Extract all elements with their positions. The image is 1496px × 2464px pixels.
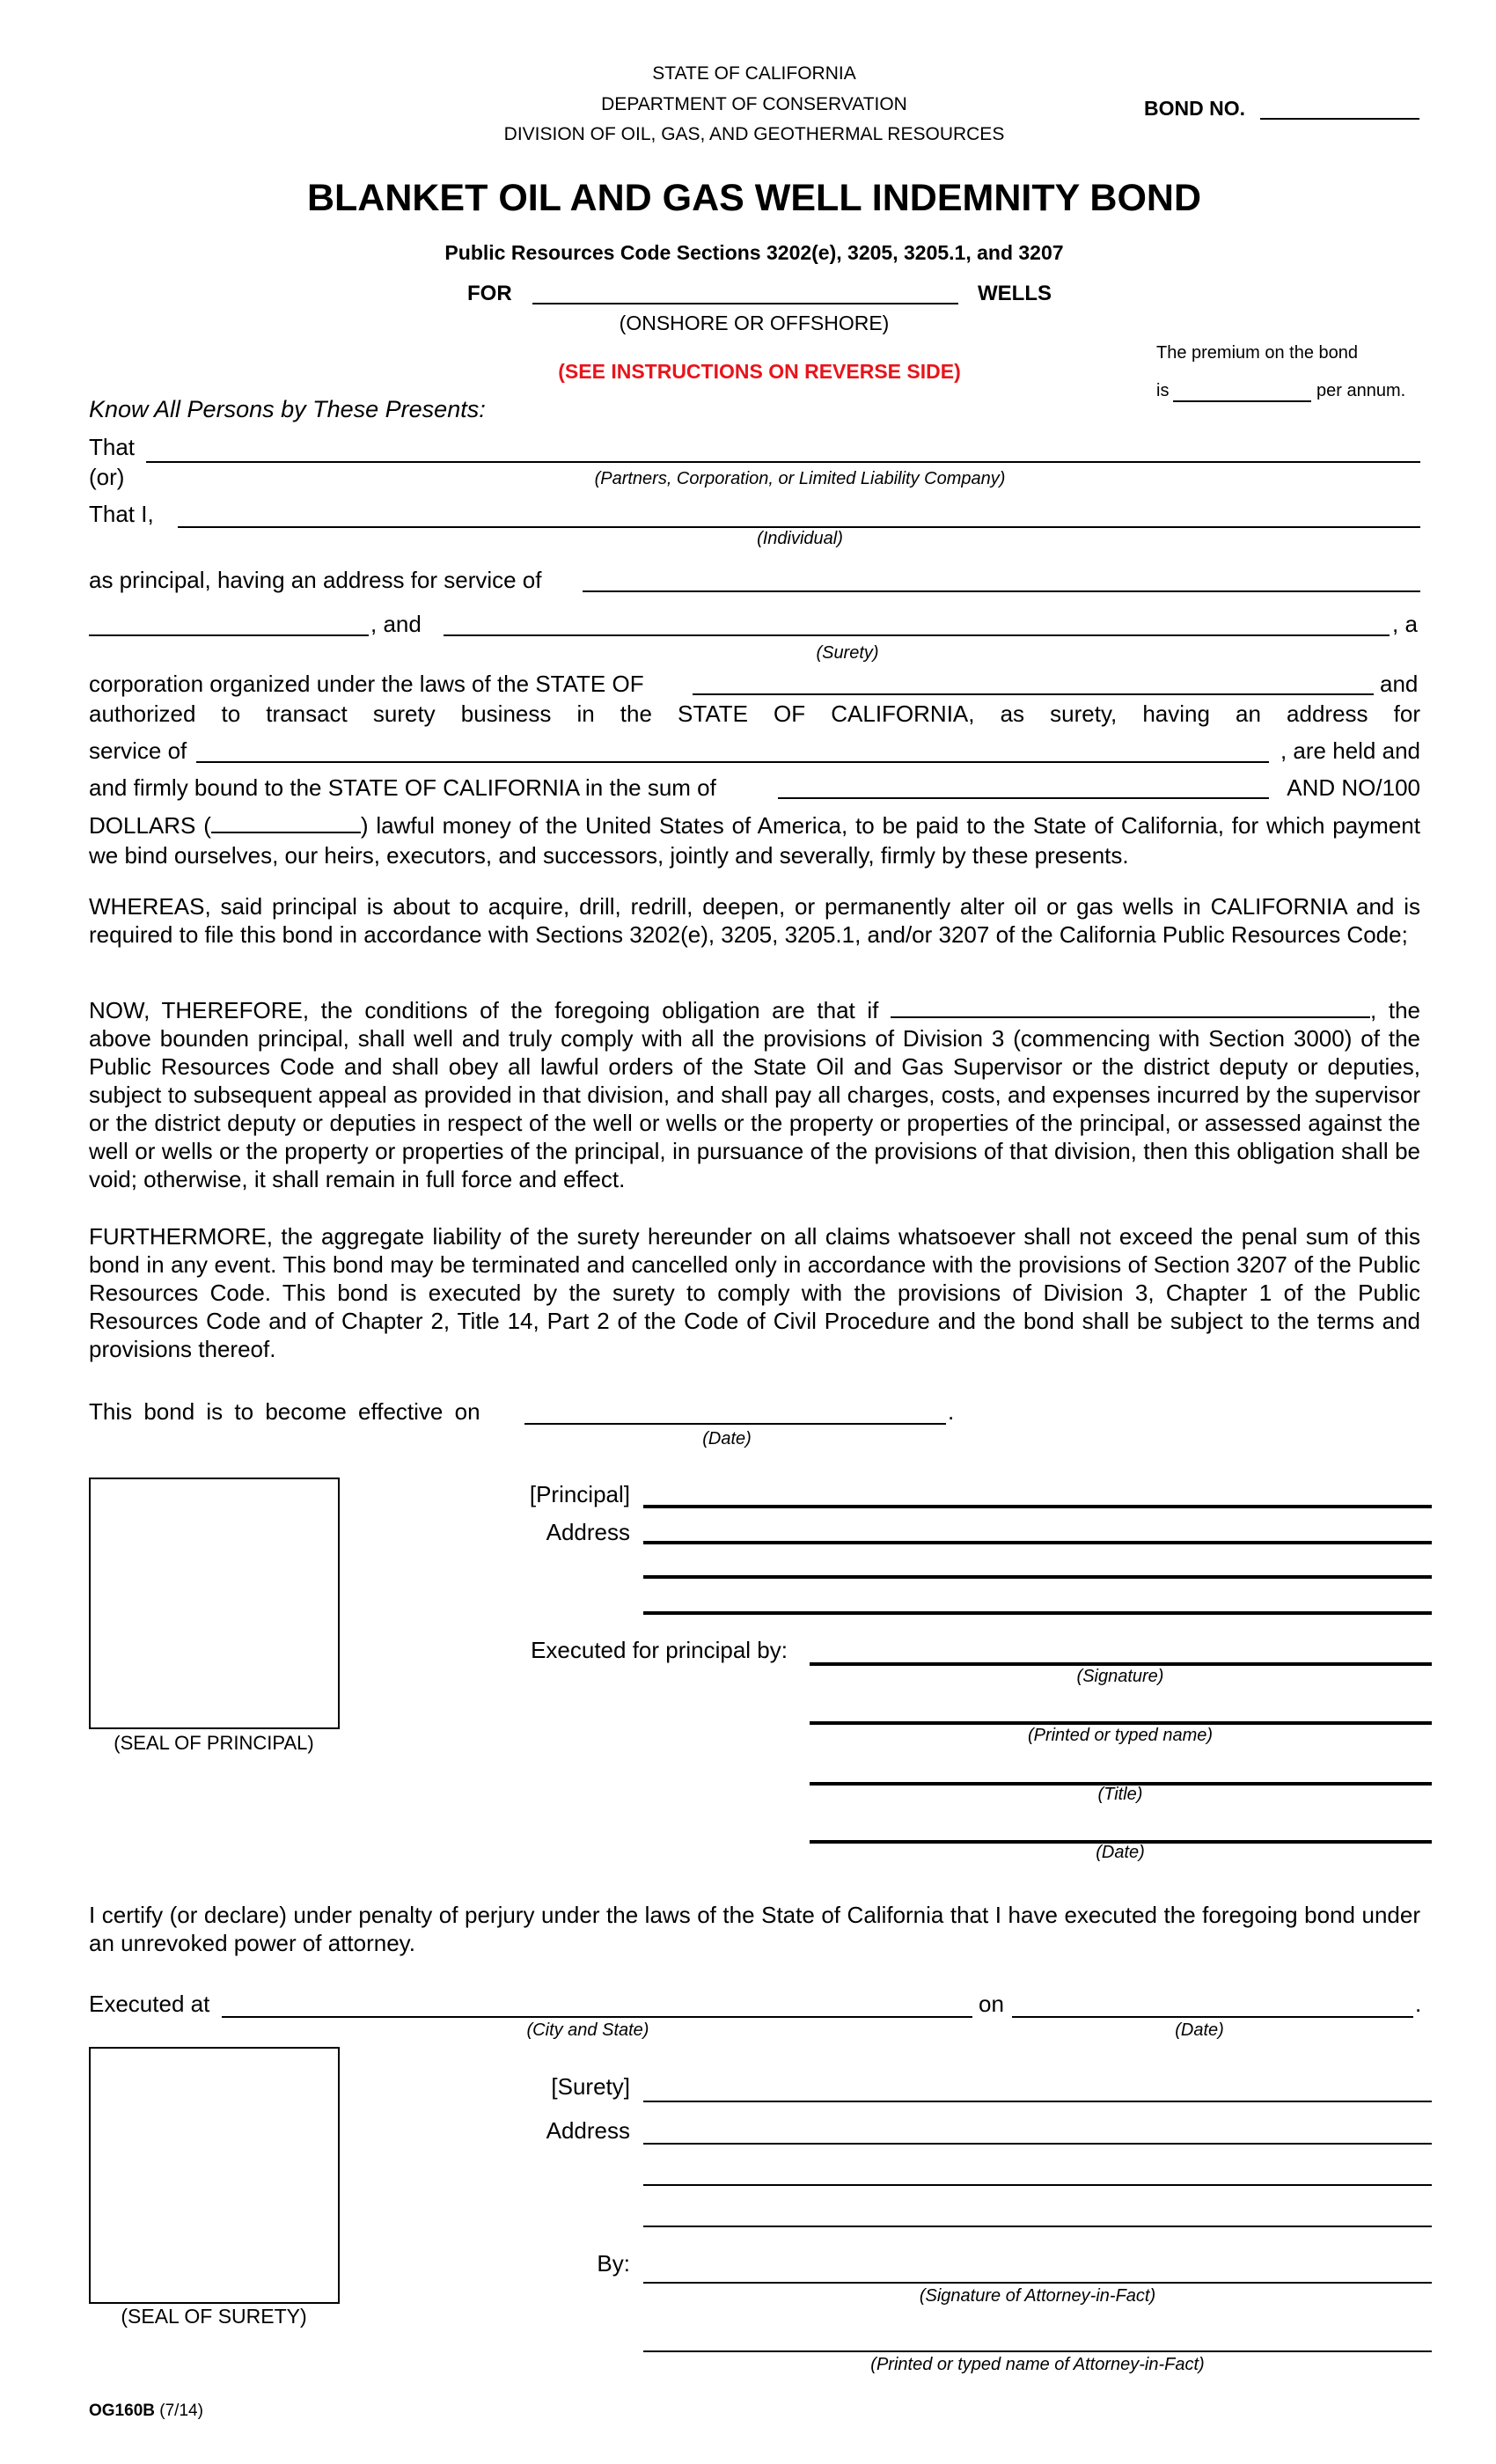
form-revision: (7/14) xyxy=(159,2402,203,2420)
authorized-text: authorized to transact surety business in the STATE OF CALIFORNIA, as surety, having an address for xyxy=(89,700,1420,727)
on-label: on xyxy=(979,1991,1004,2017)
city-state-caption: (City and State) xyxy=(526,2020,649,2040)
principal-seal-caption: (SEAL OF PRINCIPAL) xyxy=(114,1732,314,1754)
held-and-text: , are held and xyxy=(1280,737,1420,764)
principal-address-label: Address xyxy=(546,1519,630,1545)
and-no-100-text: AND NO/100 xyxy=(1287,774,1420,801)
surety-name-field[interactable] xyxy=(444,634,1390,636)
form-subtitle: Public Resources Code Sections 3202(e), 3205, 3205.1, and 3207 xyxy=(444,241,1064,264)
printed-name-caption: (Printed or typed name) xyxy=(1027,1726,1214,1745)
or-label: (or) xyxy=(89,464,125,490)
agency-department: DEPARTMENT OF CONSERVATION xyxy=(601,94,907,114)
principal-date-caption: (Date) xyxy=(1096,1843,1145,1862)
attorney-signature-field[interactable] xyxy=(643,2282,1432,2284)
form-id xyxy=(89,2398,203,2424)
surety-caption: (Surety) xyxy=(816,643,879,663)
principal-address-field-2[interactable] xyxy=(89,634,369,636)
surety-seal-box xyxy=(89,2047,340,2304)
surety-address-label: Address xyxy=(546,2117,630,2144)
sum-figures-field[interactable] xyxy=(211,812,361,833)
principal-name-field[interactable] xyxy=(643,1505,1432,1508)
individual-caption: (Individual) xyxy=(757,529,843,548)
bond-no-label: BOND NO. xyxy=(1144,97,1245,120)
principal-address-line-2[interactable] xyxy=(643,1575,1432,1579)
that-i-label: That I, xyxy=(89,501,154,527)
form-number: OG160B xyxy=(89,2402,155,2420)
onshore-caption: (ONSHORE OR OFFSHORE) xyxy=(619,312,890,334)
service-of-text: service of xyxy=(89,737,187,764)
effective-period: . xyxy=(948,1398,955,1425)
surety-address-line-3[interactable] xyxy=(643,2226,1432,2227)
bond-no-field[interactable] xyxy=(1260,118,1419,120)
surety-name-sign-field[interactable] xyxy=(643,2101,1432,2102)
whereas-paragraph: WHEREAS, said principal is about to acquire, drill, redrill, deepen, or permanently alter oil or gas wells in CALIFORNIA and is required to file this bond in accordance with Sections 3202(e), 3205, 3205.1, and/or 3207 of the California Public Resources Code; xyxy=(89,893,1420,948)
executed-at-field[interactable] xyxy=(222,2016,972,2018)
agency-division: DIVISION OF OIL, GAS, AND GEOTHERMAL RESOURCES xyxy=(503,124,1005,144)
corporation-text: corporation organized under the laws of the STATE OF xyxy=(89,671,644,697)
dollars-paragraph xyxy=(89,810,1420,870)
dollars-rest: ) lawful money of the United States of America, to be paid to the State of California, for which payment we bind ourselves, our heirs, executors, and successors, jointly and severally, firmly by these presents. xyxy=(89,812,1420,869)
principal-seal-box xyxy=(89,1478,340,1729)
signature-caption: (Signature) xyxy=(1076,1667,1164,1686)
form-title: BLANKET OIL AND GAS WELL INDEMNITY BOND xyxy=(306,177,1202,219)
principal-address-line-1[interactable] xyxy=(643,1541,1432,1544)
sum-words-field[interactable] xyxy=(778,797,1269,799)
surety-seal-caption: (SEAL OF SURETY) xyxy=(121,2305,307,2328)
now-rest: , the above bounden principal, shall well and truly comply with all the provisions of Division 3 (commencing with Section 3000) of the Public Resources Code and shall obey all lawful orders of the State Oil and Gas Supervisor or the district deputy or deputies, subject to subsequent appeal as provided in that division, and shall pay all charges, costs, and expenses incurred by the supervisor or the district deputy or deputies in respect of the well or wells or the property or properties of the principal, or assessed against the well or wells or the property or properties of the principal, in pursuance of the provisions of that division, then this obligation shall be void; otherwise, it shall remain in full force and effect. xyxy=(89,997,1420,1192)
instructions-note: (SEE INSTRUCTIONS ON REVERSE SIDE) xyxy=(558,360,961,383)
surety-address-field[interactable] xyxy=(196,761,1269,763)
dollars-open: DOLLARS ( xyxy=(89,812,211,839)
premium-text: The premium on the bond xyxy=(1156,343,1359,363)
principal-label: [Principal] xyxy=(529,1481,630,1507)
a-text: , a xyxy=(1392,611,1418,637)
entity-name-field[interactable] xyxy=(146,461,1420,463)
firmly-bound-text: and firmly bound to the STATE OF CALIFORNIA in the sum of xyxy=(89,774,716,801)
entity-caption: (Partners, Corporation, or Limited Liability Company) xyxy=(594,469,1006,488)
by-label: By: xyxy=(597,2250,630,2277)
executed-on-date-field[interactable] xyxy=(1012,2016,1413,2018)
know-all-heading: Know All Persons by These Presents: xyxy=(89,396,486,422)
that-label: That xyxy=(89,434,136,460)
as-principal-text: as principal, having an address for service of xyxy=(89,567,542,593)
certification-paragraph: I certify (or declare) under penalty of perjury under the laws of the State of California that I have executed the foregoing bond under an unrevoked power of attorney. xyxy=(89,1902,1420,1956)
attorney-printed-name-field[interactable] xyxy=(643,2350,1432,2352)
surety-address-line-2[interactable] xyxy=(643,2184,1432,2186)
executed-period: . xyxy=(1415,1991,1422,2017)
premium-field[interactable] xyxy=(1173,400,1311,402)
executed-date-caption: (Date) xyxy=(1175,2020,1224,2040)
title-caption: (Title) xyxy=(1097,1785,1143,1804)
principal-address-line-3[interactable] xyxy=(643,1611,1432,1615)
for-label: FOR xyxy=(467,282,512,305)
furthermore-paragraph: FURTHERMORE, the aggregate liability of the surety hereunder on all claims whatsoever shall not exceed the penal sum of this bond in any event. This bond may be terminated and cancelled only in accordance with the provisions of Section 3207 of the Public Resources Code. This bond is executed by the surety to comply with the provisions of Division 3, Chapter 1 of the Public Resources Code and of Chapter 2, Title 14, Part 2 of the Code of Civil Procedure and the bond shall be subject to the terms and provisions thereof. xyxy=(89,1223,1420,1362)
agency-state: STATE OF CALIFORNIA xyxy=(652,63,856,84)
and-text: , and xyxy=(370,611,422,637)
effective-date-field[interactable] xyxy=(524,1423,946,1425)
surety-address-line-1[interactable] xyxy=(643,2143,1432,2145)
and-end-text: and xyxy=(1380,671,1419,697)
attorney-printed-caption: (Printed or typed name of Attorney-in-Fact) xyxy=(870,2355,1205,2374)
principal-address-field[interactable] xyxy=(583,590,1420,592)
onshore-offshore-field[interactable] xyxy=(532,303,958,304)
attorney-signature-caption: (Signature of Attorney-in-Fact) xyxy=(919,2286,1156,2306)
now-start: NOW, THEREFORE, the conditions of the foregoing obligation are that if xyxy=(89,997,879,1023)
state-of-incorporation-field[interactable] xyxy=(693,693,1374,695)
condition-field[interactable] xyxy=(891,997,1370,1018)
premium-is: is xyxy=(1156,381,1170,400)
premium-per-annum: per annum. xyxy=(1316,381,1406,400)
now-therefore-paragraph xyxy=(89,996,1420,1193)
wells-label: WELLS xyxy=(978,282,1052,305)
effective-date-caption: (Date) xyxy=(702,1429,752,1448)
executed-at-label: Executed at xyxy=(89,1991,210,2017)
executed-for-principal-label: Executed for principal by: xyxy=(531,1637,788,1663)
surety-label: [Surety] xyxy=(551,2073,630,2100)
effective-text: This bond is to become effective on xyxy=(89,1398,480,1425)
